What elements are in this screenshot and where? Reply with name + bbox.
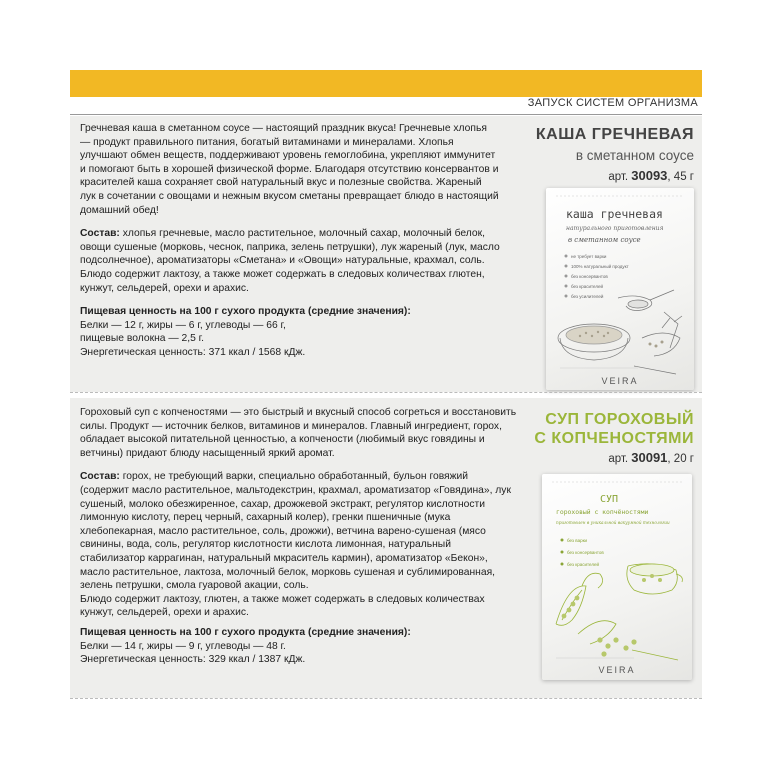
product-package-image bbox=[546, 188, 694, 390]
nutrition-label: Пищевая ценность на 100 г сухого продукта (средние значения): bbox=[80, 626, 411, 638]
composition-label: Состав: bbox=[80, 471, 120, 483]
pack-brand: VEIRA bbox=[601, 376, 639, 386]
product-title: СУП ГОРОХОВЫЙ С КОПЧЕНОСТЯМИ bbox=[534, 411, 694, 447]
product-text bbox=[80, 406, 518, 667]
pack-claim: без усилителей bbox=[571, 294, 604, 299]
composition-text: хлопья гречневые, масло растительное, молочный сахар, молочный белок, овощи сушеные (морковь, чеснок, паприка, зелень петрушки), лук жареный (лук, масло подсолнечное), ароматизаторы «Сметана» и «Овощи» натуральные, крахмал, соль. Блюдо содержит лактозу, а также может содержать в следовых количествах глютен, кунжут, сельдерей, орехи и арахис. bbox=[80, 228, 500, 294]
section-title: ЗАПУСК СИСТЕМ ОРГАНИЗМА bbox=[527, 97, 698, 109]
nutrition-line: Энергетическая ценность: 371 ккал / 1568 кДж. bbox=[80, 346, 306, 358]
composition-text: горох, не требующий варки, специально обработанный, бульон говяжий (содержит масло растительное, мальтодекстрин, крахмал, ароматизатор «Говядина», лук сушеный, молоко обезжиренное, сахар, дрожжевой экстракт, регулятор кислотности лимонную кислоту, перец черный, сахарный колер), гренки пшеничные (мука хлебопекарная, масло растительное, соль, дрожжи), ветчина варено-сушеная (мясо свинины, вода, соль, регулятор кислотности кислота лимонная, натуральный стабилизатор каррагинан, натуральный мкраситель кармин), ароматизатор «Бекон», масло растительное, лактоза, молочный белок, морковь сушеная и сублимированная, зелень петрушки, смола гуаровой акации, соль. bbox=[80, 471, 511, 592]
pack-brand: VEIRA bbox=[598, 665, 636, 675]
pack-claim: не требует варки bbox=[571, 254, 607, 259]
pack-claim: без красителей bbox=[571, 284, 603, 289]
nutrition-line: Белки — 12 г, жиры — 6 г, углеводы — 66 г, bbox=[80, 319, 286, 331]
pack-title-3: в сметанном соусе bbox=[568, 236, 641, 244]
section-divider bbox=[70, 698, 702, 699]
pack-claim: без красителей bbox=[567, 562, 599, 567]
pack-claim: без варки bbox=[567, 538, 588, 543]
nutrition-line: пищевые волокна — 2,5 г. bbox=[80, 333, 205, 345]
pack-claim: без консервантов bbox=[567, 550, 604, 555]
article-number: арт. 30093, 45 г bbox=[608, 168, 694, 183]
nutrition-label: Пищевая ценность на 100 г сухого продукта (средние значения): bbox=[80, 306, 411, 318]
pack-claim: 100% натуральный продукт bbox=[571, 264, 629, 269]
composition bbox=[80, 227, 500, 295]
product-card-pea-soup bbox=[70, 398, 702, 698]
pack-title-1: СУП bbox=[600, 494, 619, 505]
nutrition-line: Белки — 14 г, жиры — 9 г, углеводы — 48 г. bbox=[80, 640, 286, 652]
header-divider bbox=[70, 114, 702, 115]
product-text bbox=[80, 122, 500, 360]
composition bbox=[80, 470, 518, 592]
section-divider bbox=[70, 392, 702, 393]
pack-title-3: приготовлен в уникальной вакуумной технологии bbox=[556, 520, 670, 525]
pack-title-1: каша гречневая bbox=[566, 207, 663, 221]
product-card-buckwheat bbox=[70, 116, 702, 392]
allergens-text: Блюдо содержит лактозу, глютен, а также может содержать в следовых количествах кунжут, сельдерей, орехи и арахис. bbox=[80, 593, 485, 619]
product-title: КАША ГРЕЧНЕВАЯ bbox=[535, 126, 694, 143]
pack-title-2: натурального приготовления bbox=[566, 225, 664, 232]
package-illustration bbox=[542, 474, 692, 680]
article-number: арт. 30091, 20 г bbox=[608, 450, 694, 465]
product-description: Гороховый суп с копченостями — это быстрый и вкусный способ согреться и восстановить силы. Продукт — источник белков, витаминов и минералов. Главный ингредиент, горох, обладает высокой питательной ценностью, а копчености (любимый вкус говядины и ветчины) придают блюду насыщенный яркий аромат. bbox=[80, 407, 517, 459]
pack-title-2: гороховый с копчёностями bbox=[556, 508, 649, 516]
composition-label: Состав: bbox=[80, 228, 120, 240]
package-illustration bbox=[546, 188, 694, 390]
product-subtitle: в сметанном соусе bbox=[575, 148, 694, 163]
product-description: Гречневая каша в сметанном соусе — настоящий праздник вкуса! Гречневые хлопья — продукт правильного питания, богатый витаминами и минералами. Хлопья улучшают обмен веществ, поддерживают уровень гемоглобина, укрепляют иммунитет и помогают быть в хорошей физической форме. Благодаря отсутствию консервантов и красителей каша сохраняет свой натуральный вкус и полезные свойства. Жареный лук в сочетании с овощами и нежным вкусом сметаны превращает блюдо в настоящий домашний обед! bbox=[80, 123, 499, 216]
product-package-image bbox=[542, 474, 692, 680]
nutrition-line: Энергетическая ценность: 329 ккал / 1387 кДж. bbox=[80, 654, 306, 666]
pack-claim: без консервантов bbox=[571, 274, 608, 279]
